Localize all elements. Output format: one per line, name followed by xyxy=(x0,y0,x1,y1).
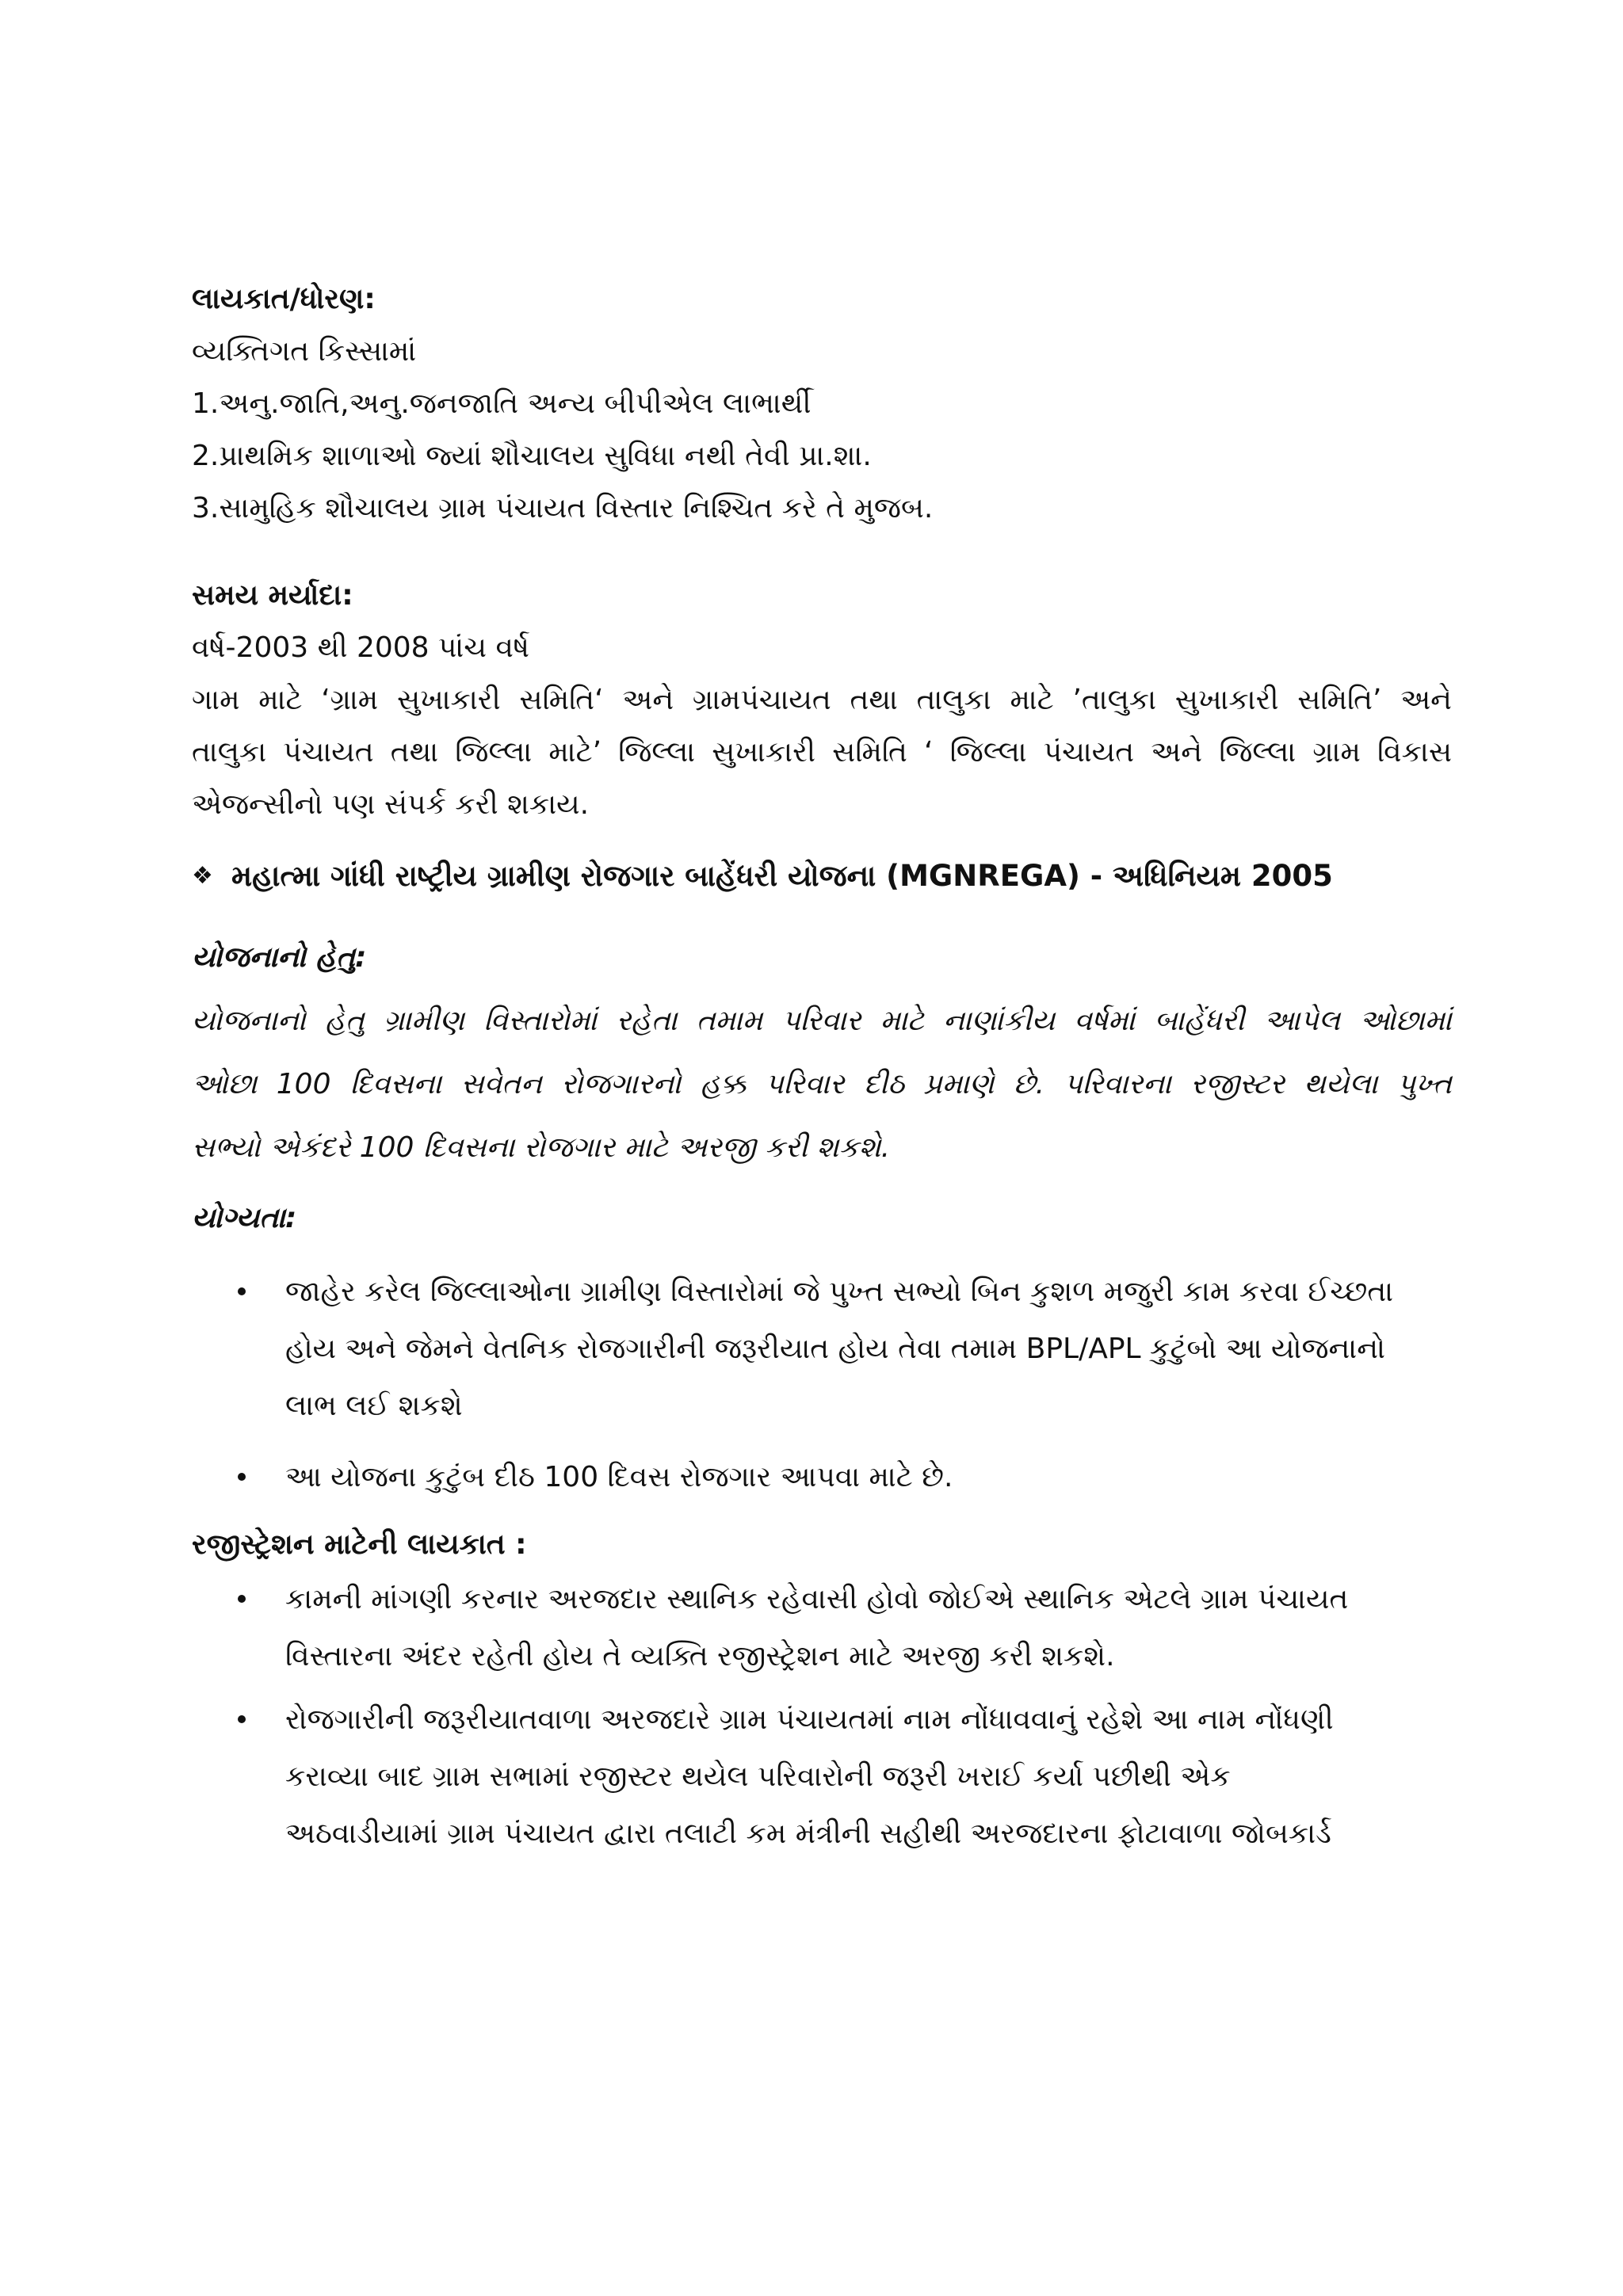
objective-line: યોજનાનો હેતુ ગ્રામીણ વિસ્તારોમાં રહેતા તમામ પરિવાર માટે નાણાંકીય વર્ષમાં બાહેંધરી આપેલ ઓછામાં xyxy=(192,1005,1452,1037)
list-item xyxy=(192,1449,1452,1506)
list-item-line: કરાવ્યા બાદ ગ્રામ સભામાં રજીસ્ટર થયેલ પરિવારોની જરૂરી ખરાઈ કર્યા પછીથી એક xyxy=(285,1760,1231,1793)
document-body xyxy=(192,273,1452,1863)
bullet-icon xyxy=(238,1287,246,1295)
bullet-icon xyxy=(238,1473,246,1481)
diamond-bullet-icon: ❖ xyxy=(192,862,213,890)
time-limit-years: વર્ષ-2003 થી 2008 પાંચ વર્ષ xyxy=(192,631,529,664)
list-item xyxy=(192,1264,1452,1435)
list-item xyxy=(192,1571,1452,1685)
list-item-line: અઠવાડીયામાં ગ્રામ પંચાયત દ્વારા તલાટી કમ મંત્રીની સહીથી અરજદારના ફોટાવાળા જોબકાર્ડ xyxy=(285,1817,1331,1850)
eligibility-item: 1.અનુ.જાતિ,અનુ.જનજાતિ અન્ય બીપીએલ લાભાર્થી xyxy=(192,387,812,420)
objective-line: ઓછા 100 દિવસના સવેતન રોજગારનો હક્ક પરિવાર દીઠ પ્રમાણે છે. પરિવારના રજીસ્ટર થયેલા પુખ્ત xyxy=(192,1068,1452,1100)
list-item-line: હોય અને જેમને વેતનિક રોજગારીની જરૂરીયાત હોય તેવા તમામ BPL/APL કુટુંબો આ યોજનાનો xyxy=(285,1333,1386,1365)
bullet-icon xyxy=(238,1715,246,1723)
list-item xyxy=(192,1691,1452,1863)
time-limit-heading: સમય મર્યાદા: xyxy=(192,579,353,612)
time-limit-line: એજન્સીનો પણ સંપર્ક કરી શકાય. xyxy=(192,788,590,821)
registration-list xyxy=(192,1571,1452,1863)
list-item-line: કામની માંગણી કરનાર અરજદાર સ્થાનિક રહેવાસી હોવો જોઈએ સ્થાનિક એટલે ગ્રામ પંચાયત xyxy=(285,1583,1349,1615)
qualification-heading: યોગ્યતા: xyxy=(192,1202,297,1234)
list-item-line: વિસ્તારના અંદર રહેતી હોય તે વ્યક્તિ રજીસ્ટ્રેશન માટે અરજી કરી શકશે. xyxy=(285,1640,1115,1672)
bullet-icon xyxy=(238,1595,246,1603)
scheme-title: મહાત્મા ગાંધી રાષ્ટ્રીય ગ્રામીણ રોજગાર બાહેંધરી યોજના (MGNREGA) - અધિનિયમ 2005 xyxy=(231,859,1333,893)
registration-heading: રજીસ્ટ્રેશન માટેની લાયકાત : xyxy=(192,1528,527,1561)
list-item-line: લાભ લઈ શકશે xyxy=(285,1390,463,1422)
time-limit-line: ગામ માટે ‘ગ્રામ સુખાકારી સમિતિ‘ અને ગ્રામપંચાયત તથા તાલુકા માટે ’તાલુકા સુખાકારી સમિતિ’ અને xyxy=(192,684,1452,716)
scheme-title-row xyxy=(192,849,1452,904)
eligibility-subheading: વ્યક્તિગત કિસ્સામાં xyxy=(192,335,417,368)
objective-heading: યોજનાનો હેતુ: xyxy=(192,941,367,974)
list-item-line: જાહેર કરેલ જિલ્લાઓના ગ્રામીણ વિસ્તારોમાં જે પુખ્ત સભ્યો બિન કુશળ મજુરી કામ કરવા ઈચ્છતા xyxy=(285,1276,1394,1308)
list-item-line: આ યોજના કુટુંબ દીઠ 100 દિવસ રોજગાર આપવા માટે છે. xyxy=(285,1461,953,1493)
time-limit-line: તાલુકા પંચાયત તથા જિલ્લા માટે’ જિલ્લા સુખાકારી સમિતિ ‘ જિલ્લા પંચાયત અને જિલ્લા ગ્રામ વિકાસ xyxy=(192,736,1452,769)
qualification-list xyxy=(192,1264,1452,1506)
list-item-line: રોજગારીની જરૂરીયાતવાળા અરજદારે ગ્રામ પંચાયતમાં નામ નોંધાવવાનું રહેશે આ નામ નોંધણી xyxy=(285,1703,1334,1736)
eligibility-item: 3.સામુહિક શૌચાલય ગ્રામ પંચાયત વિસ્તાર નિશ્ચિત કરે તે મુજબ. xyxy=(192,492,934,524)
objective-line: સભ્યો એકંદરે 100 દિવસના રોજગાર માટે અરજી કરી શકશે. xyxy=(192,1131,891,1164)
eligibility-item: 2.પ્રાથમિક શાળાઓ જ્યાં શૌચાલય સુવિધા નથી તેવી પ્રા.શા. xyxy=(192,440,872,472)
eligibility-heading: લાયકાત/ધોરણ: xyxy=(192,283,376,315)
objective-section xyxy=(192,926,1452,1180)
